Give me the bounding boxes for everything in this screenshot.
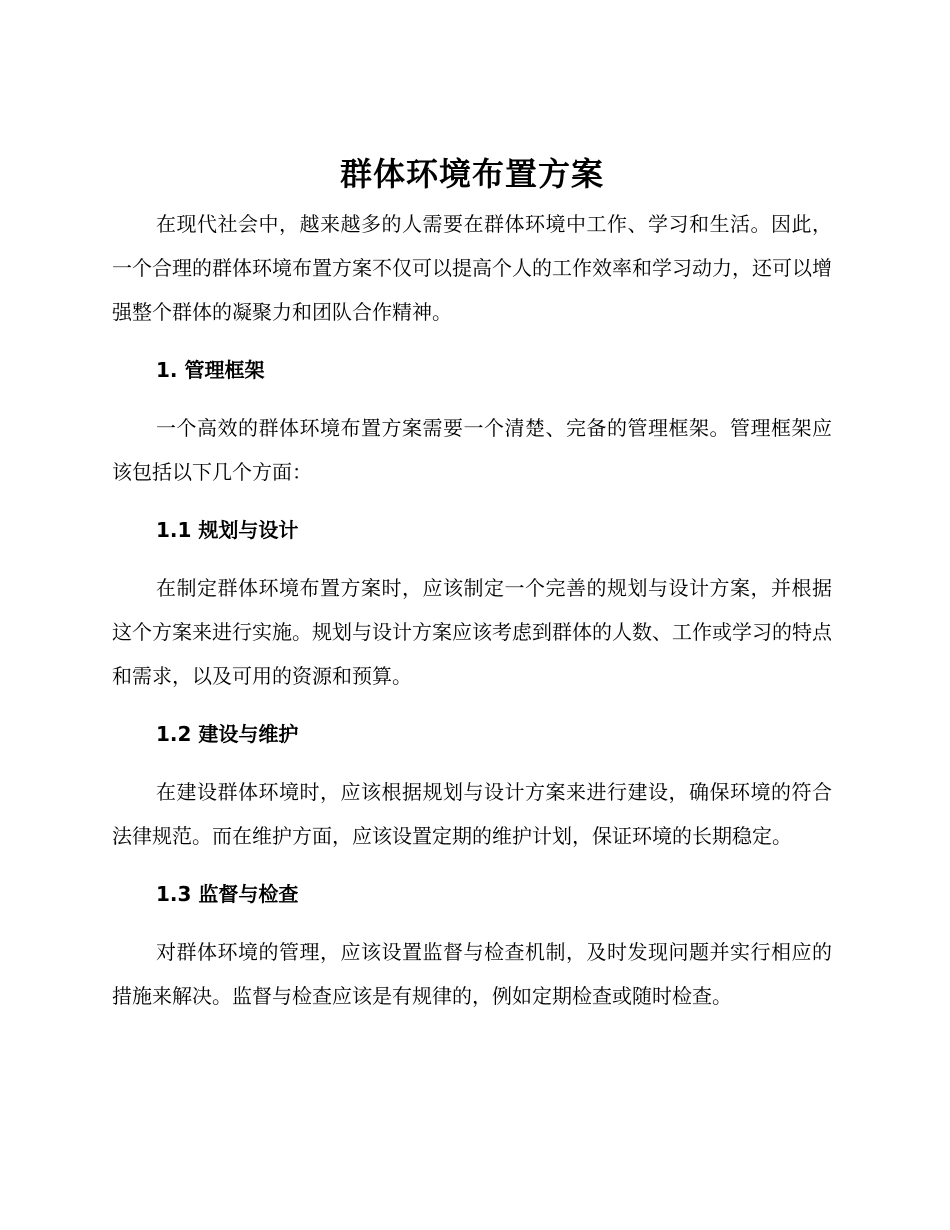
spacer (112, 552, 832, 566)
spacer (112, 858, 832, 872)
intro-paragraph: 在现代社会中，越来越多的人需要在群体环境中工作、学习和生活。因此，一个合理的群体环境布置方案不仅可以提高个人的工作效率和学习动力，还可以增强整个群体的凝聚力和团队合作精神。 (112, 212, 832, 324)
document-title: 群体环境布置方案 (339, 155, 604, 193)
section-1-paragraph: 一个高效的群体环境布置方案需要一个清楚、完备的管理框架。管理框架应该包括以下几个方面： (112, 416, 832, 484)
spacer (112, 494, 832, 508)
spacer (112, 392, 832, 406)
section-1-2-heading: 1.2 建设与维护 (156, 722, 299, 746)
section-1-2-paragraph: 在建设群体环境时，应该根据规划与设计方案来进行建设，确保环境的符合法律规范。而在维护方面，应该设置定期的维护计划，保证环境的长期稳定。 (112, 780, 832, 848)
section-1-heading: 1. 管理框架 (156, 358, 265, 382)
section-1-3-paragraph: 对群体环境的管理，应该设置监督与检查机制，及时发现问题并实行相应的措施来解决。监督与检查应该是有规律的，例如定期检查或随时检查。 (112, 940, 832, 1008)
section-1-1-paragraph: 在制定群体环境布置方案时，应该制定一个完善的规划与设计方案，并根据这个方案来进行实施。规划与设计方案应该考虑到群体的人数、工作或学习的特点和需求，以及可用的资源和预算。 (112, 576, 832, 688)
document-page (112, 150, 832, 1018)
spacer (112, 916, 832, 930)
spacer (112, 334, 832, 348)
section-1-1-heading: 1.1 规划与设计 (156, 518, 299, 542)
spacer (112, 698, 832, 712)
spacer (112, 756, 832, 770)
section-1-3-heading: 1.3 监督与检查 (156, 882, 299, 906)
